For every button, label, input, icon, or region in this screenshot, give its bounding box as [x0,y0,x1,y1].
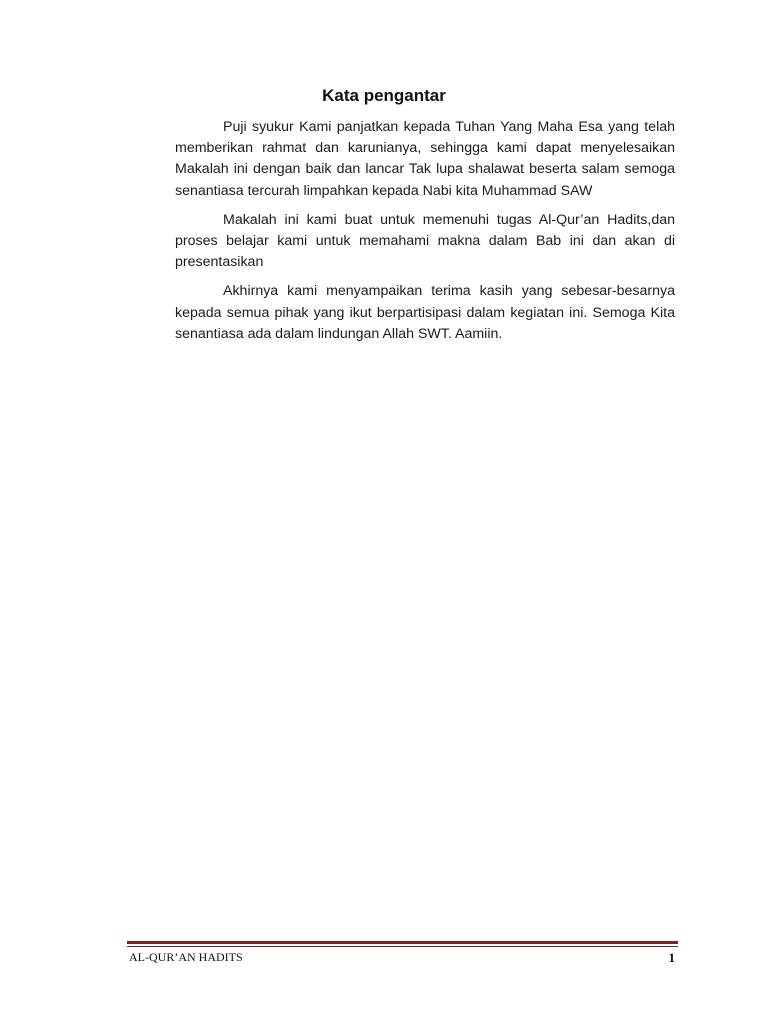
paragraph-2: Makalah ini kami buat untuk memenuhi tugas Al-Qur’an Hadits,dan proses belajar kami untuk memahami makna dalam Bab ini dan akan di presentasikan [175,211,675,271]
page-title: Kata pengantar [322,86,446,105]
footer-divider-thick [127,941,678,944]
page-number: 1 [668,950,675,965]
footer-title: AL-QUR’AN HADITS [129,950,243,964]
body-text [175,117,675,353]
paragraph-1: Puji syukur Kami panjatkan kepada Tuhan Yang Maha Esa yang telah memberikan rahmat dan karunianya, sehingga kami dapat menyelesaikan Makalah ini dengan baik dan lancar Tak lupa shalawat beserta salam semoga senantiasa tercurah limpahkan kepada Nabi kita Muhammad SAW [175,119,675,199]
paragraph-3: Akhirnya kami menyampaikan terima kasih yang sebesar-besarnya kepada semua pihak yang ikut berpartisipasi dalam kegiatan ini. Semoga Kita senantiasa ada dalam lindungan Allah SWT. Aamiin. [175,283,675,342]
footer-divider-thin [127,946,678,947]
